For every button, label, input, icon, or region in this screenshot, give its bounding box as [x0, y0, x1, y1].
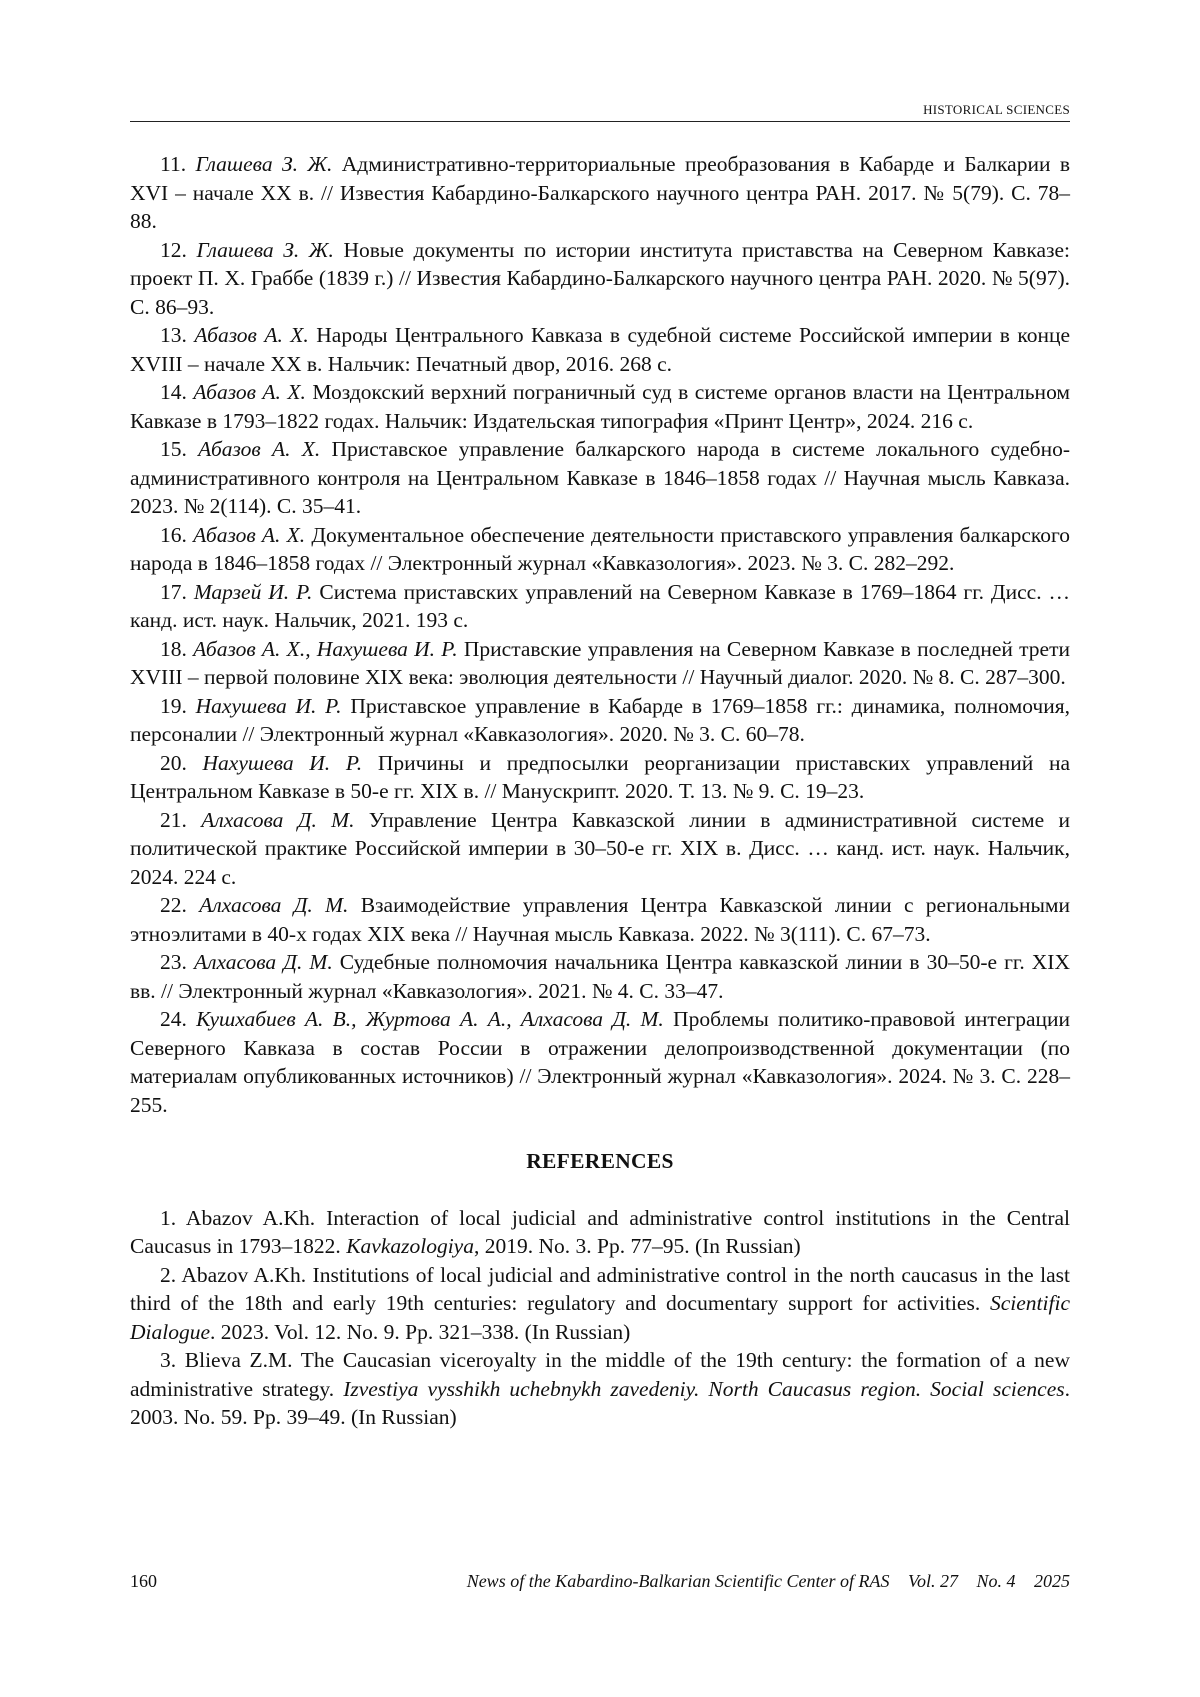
- reference-text: Новые документы по истории института приставства на Северном Кавказе: проект П. Х. Граббе (1839 г.) // Известия Кабардино-Балкарского научного центра РАН. 2020. № 5(97). С. 86–93.: [130, 237, 1070, 319]
- reference-text: Административно-территориальные преобразования в Кабарде и Балкарии в XVI – начале XX в. // Известия Кабардино-Балкарского научного центра РАН. 2017. № 5(79). С. 78–88.: [130, 152, 1070, 233]
- reference-authors: Абазов А. Х.: [193, 522, 306, 547]
- reference-journal: Kavkazologiya: [346, 1234, 474, 1258]
- reference-details: . 2003. No. 59. Pp. 39–49. (In Russian): [130, 1376, 1070, 1429]
- reference-number: 11.: [160, 152, 187, 176]
- reference-entry: [130, 321, 1070, 378]
- reference-authors: Абазов А. Х.: [193, 380, 306, 404]
- journal-issue: No. 4: [976, 1571, 1016, 1591]
- journal-info: [467, 1571, 1070, 1592]
- reference-entry: [130, 948, 1070, 1005]
- reference-number: 20.: [160, 750, 187, 775]
- reference-number: 2.: [160, 1262, 177, 1287]
- reference-details: . 2023. Vol. 12. No. 9. Pp. 321–338. (In Russian): [210, 1319, 631, 1344]
- reference-journal: Izvestiya vysshikh uchebnykh zavedeniy. North Caucasus region. Social sciences: [343, 1376, 1065, 1401]
- reference-authors: Абазов А. Х., Нахушева И. Р.: [193, 636, 458, 661]
- english-reference-list: [130, 1204, 1070, 1432]
- reference-entry: [130, 692, 1070, 749]
- reference-entry: [130, 236, 1070, 322]
- reference-entry: [130, 891, 1070, 948]
- reference-details: , 2019. No. 3. Pp. 77–95. (In Russian): [473, 1234, 801, 1258]
- reference-text: Приставские управления на Северном Кавказе в последней трети XVIII – первой половине XIX века: эволюция деятельности // Научный диалог. 2020. № 8. С. 287–300.: [130, 636, 1070, 689]
- reference-text: Abazov A.Kh. Institutions of local judicial and administrative control in the north caucasus in the last third of the 18th and early 19th centuries: regulatory and documentary support for activities.: [130, 1262, 1070, 1315]
- reference-text: Взаимодействие управления Центра Кавказской линии с региональными этноэлитами в 40-х годах XIX века // Научная мысль Кавказа. 2022. № 3(111). С. 67–73.: [130, 893, 1071, 946]
- reference-entry: [130, 749, 1070, 806]
- reference-entry: [130, 1204, 1070, 1261]
- section-label: HISTORICAL SCIENCES: [923, 102, 1070, 117]
- reference-number: 16.: [160, 522, 187, 547]
- reference-number: 23.: [160, 950, 187, 974]
- page-footer: [130, 1571, 1070, 1597]
- reference-text: Причины и предпосылки реорганизации приставских управлений на Центральном Кавказе в 50-е гг. XIX в. // Манускрипт. 2020. Т. 13. № 9. С. 19–23.: [130, 750, 1070, 803]
- reference-entry: [130, 578, 1070, 635]
- reference-entry: [130, 1005, 1070, 1119]
- page-body: [130, 150, 1070, 1432]
- reference-text: Судебные полномочия начальника Центра кавказской линии в 30–50-е гг. XIX вв. // Электронный журнал «Кавказология». 2021. № 4. С. 33–47.: [130, 950, 1070, 1003]
- reference-entry: [130, 1346, 1070, 1432]
- reference-entry: [130, 1261, 1070, 1347]
- reference-text: Документальное обеспечение деятельности приставского управления балкарского народа в 1846–1858 годах // Электронный журнал «Кавказология». 2023. № 3. С. 282–292.: [130, 522, 1071, 575]
- reference-number: 3.: [160, 1348, 177, 1372]
- reference-authors: Алхасова Д. М.: [193, 950, 333, 974]
- reference-number: 15.: [160, 437, 187, 461]
- reference-number: 12.: [160, 237, 187, 262]
- reference-authors: Нахушева И. Р.: [202, 750, 363, 775]
- reference-text: Система приставских управлений на Северном Кавказе в 1769–1864 гг. Дисс. … канд. ист. наук. Нальчик, 2021. 193 с.: [130, 579, 1070, 632]
- journal-title: News of the Kabardino-Balkarian Scientific Center of RAS: [466, 1571, 890, 1591]
- reference-authors: Алхасова Д. М.: [199, 893, 349, 917]
- reference-authors: Алхасова Д. М.: [201, 807, 355, 832]
- reference-text: Приставское управление в Кабарде в 1769–1858 гг.: динамика, полномочия, персоналии // Электронный журнал «Кавказология». 2020. № 3. С. 60–78.: [130, 693, 1071, 746]
- reference-entry: [130, 635, 1070, 692]
- references-heading: REFERENCES: [526, 1149, 674, 1173]
- reference-text: Моздокский верхний пограничный суд в системе органов власти на Центральном Кавказе в 1793–1822 годах. Нальчик: Издательская типография «Принт Центр», 2024. 216 с.: [130, 380, 1071, 433]
- reference-journal: Scientific Dialogue: [130, 1291, 1070, 1344]
- page-number: 160: [130, 1571, 157, 1591]
- reference-authors: Марзей И. Р.: [193, 579, 313, 604]
- reference-authors: Абазов А. Х.: [194, 323, 309, 347]
- reference-entry: [130, 150, 1070, 236]
- reference-entry: [130, 378, 1070, 435]
- journal-volume: Vol. 27: [907, 1571, 958, 1591]
- reference-number: 19.: [160, 693, 187, 718]
- reference-number: 17.: [160, 579, 187, 604]
- reference-authors: Кушхабиев А. В., Журтова А. А., Алхасова Д. М.: [196, 1007, 664, 1031]
- reference-text: Приставское управление балкарского народа в системе локального судебно-административного контроля на Центральном Кавказе в 1846–1858 годах // Научная мысль Кавказа. 2023. № 2(114). С. 35–41.: [130, 437, 1070, 518]
- russian-reference-list: [130, 150, 1070, 1119]
- reference-text: Abazov A.Kh. Interaction of local judicial and administrative control institutions in the Central Caucasus in 1793–1822.: [130, 1205, 1070, 1258]
- reference-number: 18.: [160, 636, 187, 661]
- reference-authors: Глашева З. Ж.: [195, 152, 333, 176]
- running-header: [130, 100, 1070, 122]
- reference-entry: [130, 806, 1070, 892]
- reference-authors: Глашева З. Ж.: [196, 237, 334, 262]
- reference-text: Проблемы политико-правовой интеграции Северного Кавказа в состав России в отражении делопроизводственной документации (по материалам опубликованных источников) // Электронный журнал «Кавказология». 2024. № 3. С. 228–255.: [130, 1007, 1071, 1117]
- reference-text: Blieva Z.M. The Caucasian viceroyalty in the middle of the 19th century: the formation of a new administrative strategy.: [130, 1348, 1070, 1401]
- reference-text: Народы Центрального Кавказа в судебной системе Российской империи в конце XVIII – начале XX в. Нальчик: Печатный двор, 2016. 268 с.: [130, 323, 1070, 376]
- journal-year: 2025: [1034, 1571, 1070, 1591]
- reference-entry: [130, 521, 1070, 578]
- reference-number: 22.: [160, 893, 187, 917]
- reference-number: 13.: [160, 323, 187, 347]
- reference-number: 24.: [160, 1007, 187, 1031]
- reference-number: 21.: [160, 807, 187, 832]
- reference-entry: [130, 435, 1070, 521]
- reference-text: Управление Центра Кавказской линии в административной системе и политической практике Российской империи в 30–50-е гг. XIX в. Дисс. … канд. ист. наук. Нальчик, 2024. 224 с.: [130, 807, 1071, 889]
- reference-authors: Абазов А. Х.: [198, 437, 321, 461]
- reference-number: 1.: [160, 1205, 177, 1230]
- reference-authors: Нахушева И. Р.: [195, 693, 342, 718]
- reference-number: 14.: [160, 380, 187, 404]
